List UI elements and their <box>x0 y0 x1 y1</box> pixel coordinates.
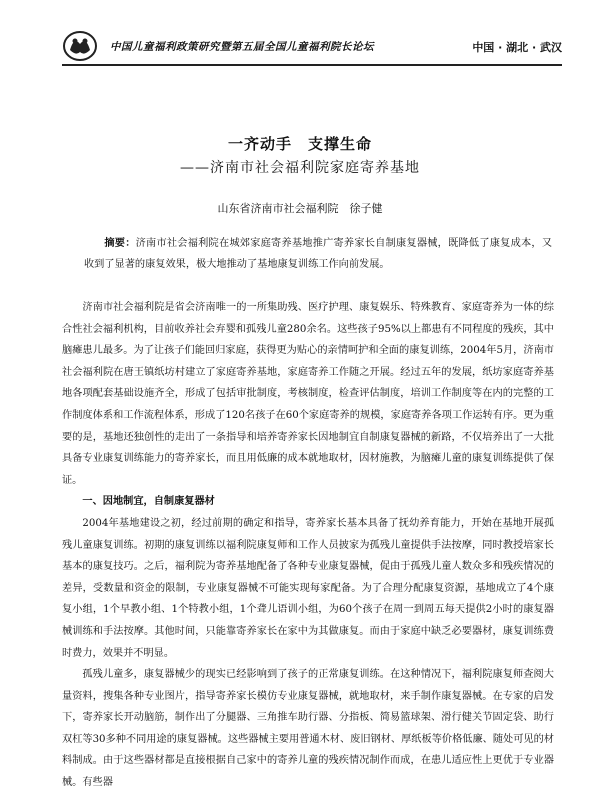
seal-logo-icon <box>62 30 98 62</box>
journal-title: 中国儿童福利政策研究暨第五届全国儿童福利院长论坛 <box>110 41 374 53</box>
article-subtitle: ——济南市社会福利院家庭寄养基地 <box>180 160 420 176</box>
article-title: 一齐动手 支撑生命 <box>227 135 372 153</box>
paragraph-1: 济南市社会福利院是省会济南唯一的一所集助残、医疗护理、康复娱乐、特殊教育、家庭寄养为一体的综合性社会福利机构，目前收养社会弃婴和孤残儿童280余名。这些孩子95%以上都患有不同程度的残疾，其中脑瘫患儿最多。为了让孩子们能回归家庭，获得更为贴心的亲情呵护和全面的康复训练，2004年5月，济南市社会福利院在唐王镇纸坊村建立了家庭寄养基地，家庭寄养工作随之开展。经过五年的发展，纸坊家庭寄养基地各项配套基础设施齐全，形成了包括审批制度，考核制度，检查评估制度，培训工作制度等在内的完整的工作制度体系和工作流程体系，形成了120名孩子在60个家庭寄养的规模，家庭寄养各项工作运转有序。更为重要的是，基地还独创性的走出了一条指导和培养寄养家长因地制宜自制康复器械的新路，不仅培养出了一大批具备专业康复训练能力的寄养家长，而且用低廉的成本就地取材，因材施教，为脑瘫儿童的康复训练提供了保证。 <box>62 302 554 486</box>
abstract-label: 摘要： <box>104 238 136 249</box>
paragraph-3: 孤残儿童多，康复器械少的现实已经影响到了孩子的正常康复训练。在这种情况下，福利院康复师查阅大量资料，搜集各种专业图片，指导寄养家长模仿专业康复器械，就地取材，来手制作康复器械。在专家的启发下，寄养家长开动脑筋，制作出了分腿器、三角推车助行器、分指板、简易篮球架、滑行健关节固定袋、助行双杠等30多种不同用途的康复器械。这些器械主要用普通木材、废旧钢材、厚纸板等价格低廉、随处可见的材料制成。由于这些器材都是直接根据自己家中的寄养儿童的残疾情况制作而成，在患儿适应性上更优于专业器械。有些器 <box>62 669 554 789</box>
article-author: 山东省济南市社会福利院 徐子健 <box>217 202 383 215</box>
abstract <box>84 233 552 275</box>
paragraph-2: 2004年基地建设之初，经过前期的确定和指导，寄养家长基本具备了抚幼养育能力，开始在基地开展孤残儿童康复训练。初期的康复训练以福利院康复师和工作人员披家为孤残儿童提供手法按摩，同时教授培家长基本的康复技巧。之后，福利院为寄养基地配备了各种专业康复器械，促由于孤残儿童人数众多和残疾情况的差异，受数量和资金的限制，专业康复器械不可能实现每家配备。为了合理分配康复资源，基地成立了4个康复小组，1个早教小组、1个特教小组，1个聋儿语训小组，为60个孩子在周一到周五每天提供2小时的康复器械训练和手法按摩。其他时间，只能靠寄养家长在家中为其做康复。而由于家庭中缺乏必要器材，康复训练费时费力，效果并不明显。 <box>62 517 554 659</box>
page-header <box>62 30 562 66</box>
body-text <box>62 297 554 794</box>
section-heading-1: 一、因地制宜，自制康复器材 <box>82 496 215 508</box>
abstract-text: 济南市社会福利院在城郊家庭寄养基地推广寄养家长自制康复器械，既降低了康复成本，又收到了显著的康复效果，极大地推动了基地康复训练工作向前发展。 <box>84 238 553 270</box>
header-location: 中国 · 湖北 · 武汉 <box>472 41 562 54</box>
